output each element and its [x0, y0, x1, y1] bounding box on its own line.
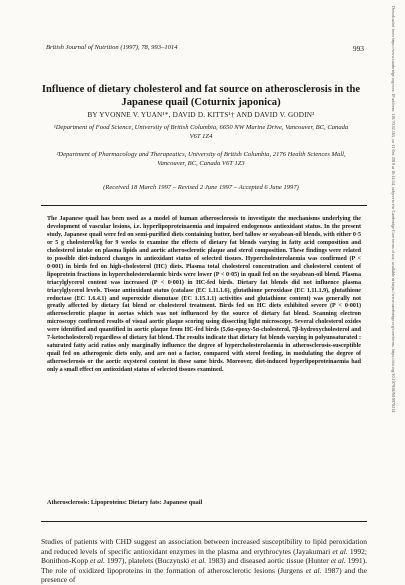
abstract-box: [41, 205, 367, 522]
keywords-text: Atherosclerosis: Lipoproteins: Dietary fats: Japanese quail: [47, 499, 203, 506]
et-al: et al.: [89, 556, 106, 566]
body-text-part: 1991). The role of oxidized lipoproteins in the formation of atherosclerotic lesions (Jurgens: [41, 556, 368, 575]
et-al: et al.: [330, 556, 346, 566]
journal-citation: British Journal of Nutrition (1997), 78, 993–1014: [46, 44, 178, 51]
body-text-part: 1997), platelets (Buczynski: [105, 556, 192, 566]
author-list: BY YVONNE V. YUAN¹*, DAVID D. KITTS¹† AND DAVID V. GODIN²: [87, 111, 315, 119]
download-sidebar: [389, 6, 398, 580]
body-paragraph: [41, 537, 367, 585]
abstract: The Japanese quail has been used as a model of human atherosclerosis to investigate the mechanisms underlying the development of vascular lesions, i.e. hyperlipoproteinaemia and impaired endogenous antioxidant status. In the present study, Japanese quail were fed on semi-purified diets containing butter, beef tallow or soyabean-oil blends, with either 0·5 or 5 g cholesterol/kg for 9 weeks to examine the effects of dietary fat blends varying in fatty acid composition and cholesterol intake on plasma lipids and aortic atherosclerotic plaque and sterol composition. These findings were related to possible diet-induced changes in antioxidant status of selected tissues. Hypercholesterolaemia was confirmed (P < 0·001) in birds fed on high-cholesterol (HC) diets. Plasma total cholesterol concentration and cholesterol content of lipoprotein fractions in hypercholesterolaemic birds were lower (P < 0·05) in quail fed on the soyabean-oil blend. Plasma triacylglycerol content was increased (P < 0·001) in HC-fed birds. Dietary fat blends did not influence plasma triacylglycerol levels. Tissue antioxidant status (catalase (EC 1.11.1.6), glutathione peroxidase (EC 1.11.1.9), glutathione reductase (EC 1.6.4.1) and superoxide dismutase (EC 1.15.1.1) activities and glutathione content) was generally not greatly affected by dietary fat blend or cholesterol treatment. Birds fed on HC diets exhibited severe (P < 0·001) atherosclerotic plaque in aortas which was not influenced by the source of dietary fat blend. Scanning electron microscopy confirmed results of visual aortic plaque scoring using dissecting light microscopy. Several cholesterol oxides were identified and quantified in aortic plaque from HC-fed birds (5,6α-epoxy-5α-cholesterol, 7β-hydroxycholesterol and 7-ketocholesterol) regardless of dietary fat blend. The results indicate that dietary fat blends varying in polyunsaturated : saturated fatty acid ratios only marginally influence the degree of hypercholesterolaemia in atherosclerosis-susceptible quail fed on atherogenic diets only, and are not a factor, compared with sterol feeding, in modulating the degree of atherosclerosis or the aortic oxysterol content in these same birds. Moreover, diet-induced hyperlipoproteinaemia had only a small effect on antioxidant status of selected tissues examined.: [47, 216, 361, 374]
article-title: Influence of dietary cholesterol and fat source on atherosclerosis in the Japanese quail (Coturnix japonica): [41, 84, 361, 108]
page-number: 993: [352, 44, 364, 53]
et-al: et al.: [191, 556, 207, 566]
et-al: et al.: [305, 565, 322, 575]
body-text-part: Studies of patients with CHD suggest an association between increased susceptibility to lipid peroxidation and reduced levels of specific antioxidant enzymes in the plasma and erythrocytes (Jayakumari: [41, 537, 367, 556]
download-notice: Downloaded from https://www.cambridge.org/core. IP address: 118.70.52.165, on 11 Oct 2019 at 16:14:54, subject to the Cambridge Core terms of use, available at https://www.cambridge.org/core/terms. https://doi.org/10.1079/BJN19970214: [391, 6, 396, 413]
received-dates: (Received 18 March 1997 – Revised 2 June 1997 – Accepted 6 June 1997): [103, 184, 299, 191]
affiliation-1: ¹Department of Food Science, University of British Columbia, 6650 NW Marine Drive, Vancouver, BC, Canada V6T 1Z4: [53, 124, 349, 140]
body-text-part: 1987) and the presence of: [41, 565, 368, 585]
et-al: et al.: [332, 546, 348, 556]
body-text-part: 1983) and diseased aortic tissue (Hunter: [206, 556, 331, 566]
affiliation-2: ²Department of Pharmacology and Therapeutics, University of British Columbia, 2176 Health Sciences Mall, Vancouver, BC, Canada V6T 1Z3: [56, 151, 346, 167]
running-header: [46, 44, 364, 56]
body-text-part: 1992; Bonithon-Kopp: [41, 546, 368, 566]
keywords: [47, 499, 361, 506]
